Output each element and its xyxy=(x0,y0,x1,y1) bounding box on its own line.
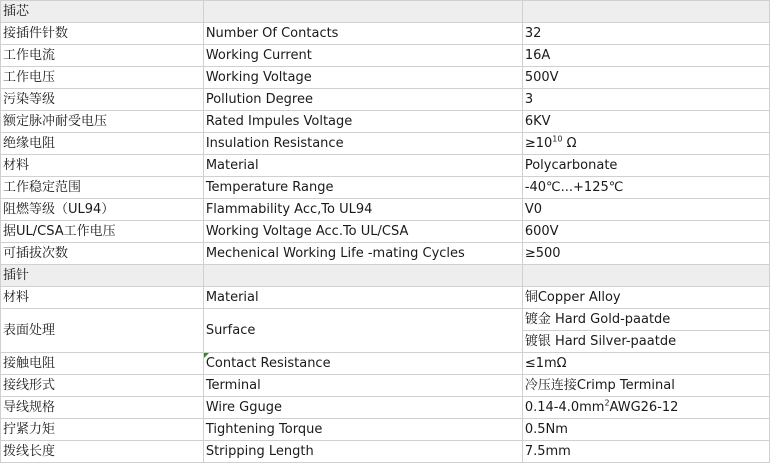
param-value: 冷压连接Crimp Terminal xyxy=(522,375,769,397)
param-cn: 接触电阻 xyxy=(1,353,204,375)
param-value xyxy=(522,133,769,155)
param-value: 16A xyxy=(522,45,769,67)
param-en: Tightening Torque xyxy=(203,419,522,441)
param-en: Material xyxy=(203,287,522,309)
param-cn: 材料 xyxy=(1,155,204,177)
section-title: 插芯 xyxy=(1,1,204,23)
param-en: Mechenical Working Life -mating Cycles xyxy=(203,243,522,265)
param-en: Terminal xyxy=(203,375,522,397)
param-en: Temperature Range xyxy=(203,177,522,199)
param-en: Working Current xyxy=(203,45,522,67)
value-suffix: Ω xyxy=(562,136,577,151)
spec-row xyxy=(1,243,770,265)
param-value: 32 xyxy=(522,23,769,45)
param-en: Material xyxy=(203,155,522,177)
param-en: Pollution Degree xyxy=(203,89,522,111)
spec-row xyxy=(1,375,770,397)
spec-row xyxy=(1,155,770,177)
param-en: Flammability Acc,To UL94 xyxy=(203,199,522,221)
param-cn: 工作电压 xyxy=(1,67,204,89)
section-title: 插针 xyxy=(1,265,204,287)
param-cn: 阻燃等级（UL94） xyxy=(1,199,204,221)
spec-row xyxy=(1,23,770,45)
param-cn: 拧紧力矩 xyxy=(1,419,204,441)
param-en: Working Voltage xyxy=(203,67,522,89)
param-value: V0 xyxy=(522,199,769,221)
param-cn: 工作稳定范围 xyxy=(1,177,204,199)
param-en: Wire Gguge xyxy=(203,397,522,419)
spec-row xyxy=(1,133,770,155)
spec-row xyxy=(1,89,770,111)
spec-row xyxy=(1,177,770,199)
param-en: Stripping Length xyxy=(203,441,522,463)
param-en: Rated Impules Voltage xyxy=(203,111,522,133)
spec-row xyxy=(1,419,770,441)
empty-cell xyxy=(522,265,769,287)
spec-row xyxy=(1,67,770,89)
section-header-row xyxy=(1,265,770,287)
param-en: Insulation Resistance xyxy=(203,133,522,155)
param-cn: 材料 xyxy=(1,287,204,309)
param-cn: 绝缘电阻 xyxy=(1,133,204,155)
param-cn: 据UL/CSA工作电压 xyxy=(1,221,204,243)
param-cn: 导线规格 xyxy=(1,397,204,419)
param-cn: 工作电流 xyxy=(1,45,204,67)
empty-cell xyxy=(203,1,522,23)
param-value: 6KV xyxy=(522,111,769,133)
param-cn: 额定脉冲耐受电压 xyxy=(1,111,204,133)
value-prefix: 0.14-4.0mm xyxy=(524,400,605,415)
empty-cell xyxy=(522,1,769,23)
spec-row xyxy=(1,199,770,221)
param-value: 0.5Nm xyxy=(522,419,769,441)
param-cn: 表面处理 xyxy=(1,309,204,353)
param-value: 镀金 Hard Gold-paatde xyxy=(522,309,769,331)
section-header-row xyxy=(1,1,770,23)
param-value: 铜Copper Alloy xyxy=(522,287,769,309)
param-value xyxy=(522,397,769,419)
spec-row xyxy=(1,111,770,133)
param-en: Contact Resistance xyxy=(203,353,522,375)
param-value: ≥500 xyxy=(522,243,769,265)
spec-row xyxy=(1,287,770,309)
param-cn: 可插拔次数 xyxy=(1,243,204,265)
param-value: ≤1mΩ xyxy=(522,353,769,375)
value-superscript: 10 xyxy=(552,134,563,144)
value-suffix: AWG26-12 xyxy=(609,400,679,415)
param-en: Working Voltage Acc.To UL/CSA xyxy=(203,221,522,243)
spec-row xyxy=(1,309,770,331)
param-en: Number Of Contacts xyxy=(203,23,522,45)
param-cn: 接线形式 xyxy=(1,375,204,397)
param-value: 600V xyxy=(522,221,769,243)
param-cn: 污染等级 xyxy=(1,89,204,111)
spec-row xyxy=(1,221,770,243)
value-superscript: 2 xyxy=(604,398,610,408)
param-value: 500V xyxy=(522,67,769,89)
spec-row xyxy=(1,353,770,375)
param-cn: 接插件针数 xyxy=(1,23,204,45)
param-value: 7.5mm xyxy=(522,441,769,463)
empty-cell xyxy=(203,265,522,287)
spec-row xyxy=(1,397,770,419)
spec-row xyxy=(1,45,770,67)
value-prefix: ≥10 xyxy=(524,136,553,151)
param-value: -40℃...+125℃ xyxy=(522,177,769,199)
param-value: Polycarbonate xyxy=(522,155,769,177)
spec-row xyxy=(1,441,770,463)
param-cn: 拨线长度 xyxy=(1,441,204,463)
param-value: 3 xyxy=(522,89,769,111)
param-value: 镀银 Hard Silver-paatde xyxy=(522,331,769,353)
param-en: Surface xyxy=(203,309,522,353)
